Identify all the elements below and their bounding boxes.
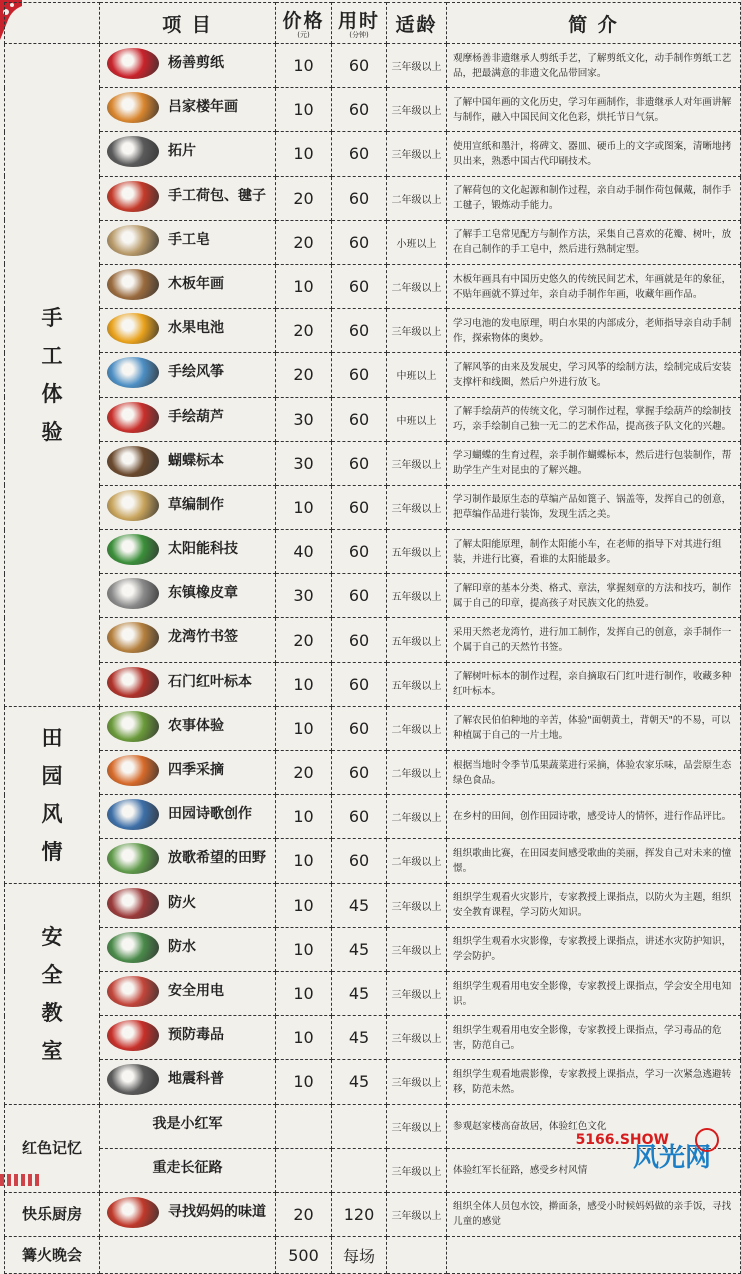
category-char: 情 [41, 839, 63, 864]
project-cell [100, 751, 276, 795]
table-row [5, 1060, 741, 1104]
project-name: 我是小红军 [152, 1115, 223, 1132]
table-row [5, 176, 741, 220]
age-cell: 二年级以上 [387, 176, 447, 220]
category-pastoral [5, 706, 100, 883]
description-cell: 使用宣纸和墨汁，将碑文、器皿、硬币上的文字或图案，清晰地拷贝出来，熟悉中国古代印刷技术。 [447, 132, 741, 176]
project-cell [100, 176, 276, 220]
project-name: 手绘葫芦 [168, 408, 224, 425]
price-cell: 20 [276, 176, 332, 220]
project-cell [100, 706, 276, 750]
description-cell: 了解太阳能原理，制作太阳能小车，在老师的指导下对其进行组装，并进行比赛，看谁的太阳能最多。 [447, 530, 741, 574]
category-char: 全 [41, 962, 63, 987]
project-name: 防水 [168, 938, 196, 955]
age-cell: 三年级以上 [387, 927, 447, 971]
thumbnail-image [107, 976, 159, 1007]
thumbnail-image [107, 888, 159, 919]
header-time: 用时 (分钟) [332, 3, 387, 44]
time-cell: 45 [332, 1016, 387, 1060]
table-row [5, 1016, 741, 1060]
project-cell [100, 353, 276, 397]
category-char: 室 [41, 1038, 63, 1063]
age-cell: 三年级以上 [387, 1192, 447, 1236]
time-cell: 60 [332, 530, 387, 574]
description-cell: 组织学生观看火灾影片，专家教授上课指点，以防火为主题，组织安全教育课程，学习防火知识。 [447, 883, 741, 927]
description-cell: 学习蝴蝶的生育过程，亲手制作蝴蝶标本，然后进行包装制作，帮助学生产生对昆虫的了解兴趣。 [447, 441, 741, 485]
project-name: 手绘风筝 [168, 364, 224, 381]
price-cell: 10 [276, 662, 332, 706]
category-safety [5, 883, 100, 1104]
description-cell: 了解树叶标本的制作过程，亲自摘取石门红叶进行制作，收藏多种红叶标本。 [447, 662, 741, 706]
table-row [5, 132, 741, 176]
category-char: 手 [41, 305, 63, 330]
description-cell: 组织歌曲比赛，在田园麦间感受歌曲的美丽，挥发自己对未来的憧憬。 [447, 839, 741, 883]
project-cell [100, 1237, 276, 1274]
project-name: 蝴蝶标本 [168, 452, 224, 469]
category-char: 体 [41, 381, 63, 406]
project-name: 地震科普 [168, 1071, 224, 1088]
description-cell: 了解农民伯伯种地的辛苦，体验"面朝黄土，背朝天"的不易，可以种植属于自己的一片土地。 [447, 706, 741, 750]
time-cell: 60 [332, 751, 387, 795]
table-row [5, 795, 741, 839]
project-cell [100, 662, 276, 706]
project-name: 田园诗歌创作 [168, 806, 252, 823]
project-name: 东镇橡皮章 [168, 585, 238, 602]
project-cell [100, 1192, 276, 1236]
table-row [5, 883, 741, 927]
table-row [5, 1192, 741, 1236]
project-name: 农事体验 [168, 717, 224, 734]
category-char: 风 [41, 801, 63, 826]
category-char: 田 [41, 725, 63, 750]
table-row [5, 618, 741, 662]
description-cell: 组织全体人员包水饺，擀面条，感受小时候妈妈做的亲手饭，寻找儿童的感觉 [447, 1192, 741, 1236]
project-name: 龙湾竹书签 [168, 629, 238, 646]
age-cell: 五年级以上 [387, 662, 447, 706]
thumbnail-image [107, 622, 159, 653]
description-cell: 在乡村的田间，创作田园诗歌，感受诗人的情怀，进行作品评比。 [447, 795, 741, 839]
category-char: 园 [41, 763, 63, 788]
description-cell: 参观赵家楼高奋故居，体验红色文化 [447, 1104, 741, 1148]
header-price: 价格 (元) [276, 3, 332, 44]
price-cell: 20 [276, 220, 332, 264]
time-cell: 45 [332, 1060, 387, 1104]
project-name: 吕家楼年画 [168, 99, 238, 116]
price-cell: 10 [276, 264, 332, 308]
age-cell: 三年级以上 [387, 1060, 447, 1104]
watermark-brand: 风光网 [632, 1143, 711, 1173]
price-cell: 10 [276, 44, 332, 88]
project-name: 预防毒品 [168, 1027, 224, 1044]
age-cell: 二年级以上 [387, 751, 447, 795]
thumbnail-image [107, 1064, 159, 1095]
age-cell: 三年级以上 [387, 132, 447, 176]
time-cell: 60 [332, 397, 387, 441]
time-cell: 60 [332, 839, 387, 883]
description-cell: 了解印章的基本分类、格式、章法，掌握刻章的方法和技巧，制作属于自己的印章，提高孩子对民族文化的热爱。 [447, 574, 741, 618]
time-cell: 60 [332, 574, 387, 618]
project-name: 手工皂 [168, 231, 210, 248]
price-cell: 30 [276, 441, 332, 485]
time-cell: 45 [332, 927, 387, 971]
age-cell: 中班以上 [387, 397, 447, 441]
age-cell: 三年级以上 [387, 971, 447, 1015]
description-cell: 体验红军长征路，感受乡村风情 [447, 1148, 741, 1192]
category-char: 教 [41, 1000, 63, 1025]
description-cell: 组织学生观看水灾影像，专家教授上课指点，讲述水灾防护知识，学会防护。 [447, 927, 741, 971]
watermark-logo-icon [695, 1128, 719, 1152]
description-cell: 学习制作最原生态的草编产品如篦子、锅盖等，发挥自己的创意，把草编作品进行装饰，发现生活之美。 [447, 485, 741, 529]
time-cell: 60 [332, 353, 387, 397]
age-cell: 中班以上 [387, 353, 447, 397]
price-cell: 10 [276, 706, 332, 750]
description-cell: 木板年画具有中国历史悠久的传统民间艺术，年画就是年的象征，不贴年画就不算过年，亲自动手制作年画，收藏年画作品。 [447, 264, 741, 308]
project-cell [100, 530, 276, 574]
project-name: 杨善剪纸 [168, 55, 224, 71]
description-cell: 组织学生观看用电安全影像，专家教授上课指点，学会安全用电知识。 [447, 971, 741, 1015]
thumbnail-image [107, 48, 159, 79]
age-cell: 三年级以上 [387, 883, 447, 927]
time-cell: 每场 [332, 1237, 387, 1274]
age-cell: 三年级以上 [387, 1148, 447, 1192]
table-row [5, 751, 741, 795]
price-cell: 20 [276, 751, 332, 795]
price-cell: 10 [276, 1016, 332, 1060]
age-cell: 三年级以上 [387, 441, 447, 485]
project-cell [100, 618, 276, 662]
price-cell: 10 [276, 927, 332, 971]
age-cell [387, 1237, 447, 1274]
thumbnail-image [107, 136, 159, 167]
thumbnail-image [107, 181, 159, 212]
age-cell: 三年级以上 [387, 88, 447, 132]
header-project: 项 目 [100, 3, 276, 44]
age-cell: 二年级以上 [387, 839, 447, 883]
thumbnail-image [107, 843, 159, 874]
thumbnail-image [107, 92, 159, 123]
project-cell [100, 883, 276, 927]
table-row [5, 971, 741, 1015]
thumbnail-image [107, 225, 159, 256]
project-name: 石门红叶标本 [168, 673, 252, 690]
table-row [5, 353, 741, 397]
thumbnail-image [107, 402, 159, 433]
age-cell: 小班以上 [387, 220, 447, 264]
price-cell: 20 [276, 1192, 332, 1236]
table-row [5, 220, 741, 264]
price-cell: 10 [276, 971, 332, 1015]
table-row [5, 264, 741, 308]
table-header [5, 3, 741, 44]
time-cell [332, 1104, 387, 1148]
thumbnail-image [107, 269, 159, 300]
project-cell [100, 1016, 276, 1060]
thumbnail-image [107, 313, 159, 344]
price-cell: 20 [276, 353, 332, 397]
category-handcraft [5, 44, 100, 707]
time-cell: 60 [332, 264, 387, 308]
age-cell: 二年级以上 [387, 264, 447, 308]
project-name: 手工荷包、毽子 [168, 187, 266, 204]
thumbnail-image [107, 711, 159, 742]
time-cell: 60 [332, 309, 387, 353]
project-cell [100, 44, 276, 88]
project-cell [100, 220, 276, 264]
time-cell: 60 [332, 44, 387, 88]
table-row [5, 44, 741, 88]
thumbnail-image [107, 667, 159, 698]
age-cell: 三年级以上 [387, 44, 447, 88]
thumbnail-image [107, 1020, 159, 1051]
project-cell [100, 309, 276, 353]
project-name: 四季采摘 [168, 762, 224, 778]
project-cell [100, 927, 276, 971]
time-cell: 45 [332, 883, 387, 927]
description-cell: 观摩杨善非遗继承人剪纸手艺，了解剪纸文化，动手制作剪纸工艺品，把最满意的非遗文化品带回家。 [447, 44, 741, 88]
table-row [5, 662, 741, 706]
price-cell: 10 [276, 485, 332, 529]
project-cell [100, 574, 276, 618]
age-cell: 三年级以上 [387, 309, 447, 353]
time-cell: 60 [332, 618, 387, 662]
project-cell [100, 1060, 276, 1104]
thumbnail-image [107, 932, 159, 963]
age-cell: 五年级以上 [387, 574, 447, 618]
project-cell [100, 441, 276, 485]
thumbnail-image [107, 357, 159, 388]
time-cell: 60 [332, 441, 387, 485]
activity-table [4, 2, 741, 1274]
price-cell: 10 [276, 132, 332, 176]
table-row [5, 309, 741, 353]
table-row [5, 927, 741, 971]
age-cell: 五年级以上 [387, 618, 447, 662]
price-cell: 40 [276, 530, 332, 574]
project-name: 木板年画 [168, 275, 224, 292]
price-cell: 10 [276, 883, 332, 927]
category-char: 安 [41, 924, 63, 949]
table-row [5, 441, 741, 485]
header-category [5, 3, 100, 44]
description-cell: 组织学生观看地震影像，专家教授上课指点，学习一次紧急逃避转移，防范未然。 [447, 1060, 741, 1104]
project-cell [100, 971, 276, 1015]
thumbnail-image [107, 578, 159, 609]
description-cell: 了解风筝的由来及发展史，学习风筝的绘制方法，绘制完成后安装支撑杆和线圈，然后户外进行放飞。 [447, 353, 741, 397]
table-row [5, 839, 741, 883]
price-cell: 10 [276, 795, 332, 839]
time-cell: 60 [332, 132, 387, 176]
project-cell [100, 397, 276, 441]
category-char: 验 [41, 419, 63, 444]
table-row [5, 1237, 741, 1274]
project-name: 太阳能科技 [168, 541, 238, 558]
price-cell: 20 [276, 309, 332, 353]
header-age: 适龄 [387, 3, 447, 44]
age-cell: 二年级以上 [387, 795, 447, 839]
thumbnail-image [107, 755, 159, 786]
project-name: 安全用电 [168, 982, 224, 999]
description-cell: 根据当地时令季节瓜果蔬菜进行采摘，体验农家乐味，品尝原生态绿色食品。 [447, 751, 741, 795]
table-row [5, 706, 741, 750]
time-cell: 45 [332, 971, 387, 1015]
table-row [5, 397, 741, 441]
project-cell [100, 88, 276, 132]
price-cell: 10 [276, 1060, 332, 1104]
thumbnail-image [107, 490, 159, 521]
project-name: 放歌希望的田野 [168, 850, 266, 867]
thumbnail-image [107, 1197, 159, 1228]
price-cell [276, 1104, 332, 1148]
price-cell: 30 [276, 574, 332, 618]
description-cell: 了解手工皂常见配方与制作方法，采集自己喜欢的花瓣、树叶，放在自己制作的手工皂中，然后进行熟制定型。 [447, 220, 741, 264]
time-cell: 120 [332, 1192, 387, 1236]
time-cell: 60 [332, 485, 387, 529]
price-cell: 500 [276, 1237, 332, 1274]
category-red: 红色记忆 [5, 1104, 100, 1192]
table-row [5, 530, 741, 574]
time-cell: 60 [332, 220, 387, 264]
price-cell: 10 [276, 88, 332, 132]
category-char: 工 [41, 343, 63, 368]
description-cell: 了解手绘葫芦的传统文化，学习制作过程，掌握手绘葫芦的绘制技巧，亲手绘制自己独一无二的艺术作品，提高孩子队文化的兴趣。 [447, 397, 741, 441]
description-cell: 组织学生观看用电安全影像，专家教授上课指点，学习毒品的危害，防范自己。 [447, 1016, 741, 1060]
time-cell: 60 [332, 88, 387, 132]
project-name: 寻找妈妈的味道 [168, 1203, 266, 1220]
table-row [5, 485, 741, 529]
time-cell: 60 [332, 662, 387, 706]
age-cell: 二年级以上 [387, 706, 447, 750]
project-cell [100, 132, 276, 176]
table-row [5, 574, 741, 618]
project-cell [100, 1104, 276, 1148]
age-cell: 三年级以上 [387, 1016, 447, 1060]
time-cell: 60 [332, 706, 387, 750]
category-kitchen: 快乐厨房 [5, 1192, 100, 1236]
category-bonfire: 篝火晚会 [5, 1237, 100, 1274]
project-name: 拓片 [168, 143, 196, 160]
description-cell: 采用天然老龙湾竹，进行加工制作，发挥自己的创意，亲手制作一个属于自己的天然竹书签。 [447, 618, 741, 662]
description-cell: 了解荷包的文化起源和制作过程，亲自动手制作荷包佩戴，制作手工毽子，锻炼动手能力。 [447, 176, 741, 220]
table-row [5, 88, 741, 132]
project-cell [100, 264, 276, 308]
thumbnail-image [107, 799, 159, 830]
project-cell [100, 485, 276, 529]
age-cell: 三年级以上 [387, 485, 447, 529]
price-cell: 30 [276, 397, 332, 441]
project-name: 水果电池 [168, 320, 224, 337]
description-cell: 了解中国年画的文化历史，学习年画制作，非遗继承人对年画讲解与制作，融入中国民间文化色彩，烘托节日气氛。 [447, 88, 741, 132]
price-cell: 10 [276, 839, 332, 883]
project-name: 防火 [168, 894, 196, 911]
header-intro: 简 介 [447, 3, 741, 44]
description-cell: 学习电池的发电原理，明白水果的内部成分，老师指导亲自动手制作，探索物体的奥妙。 [447, 309, 741, 353]
age-cell: 三年级以上 [387, 1104, 447, 1148]
project-cell [100, 795, 276, 839]
description-cell [447, 1237, 741, 1274]
watermark-domain: 5166.SHOW [575, 1132, 669, 1148]
price-cell: 20 [276, 618, 332, 662]
project-name: 草编制作 [168, 496, 224, 513]
project-name: 重走长征路 [152, 1159, 223, 1176]
project-cell [100, 839, 276, 883]
age-cell: 五年级以上 [387, 530, 447, 574]
time-cell: 60 [332, 795, 387, 839]
thumbnail-image [107, 446, 159, 477]
time-cell: 60 [332, 176, 387, 220]
thumbnail-image [107, 534, 159, 565]
